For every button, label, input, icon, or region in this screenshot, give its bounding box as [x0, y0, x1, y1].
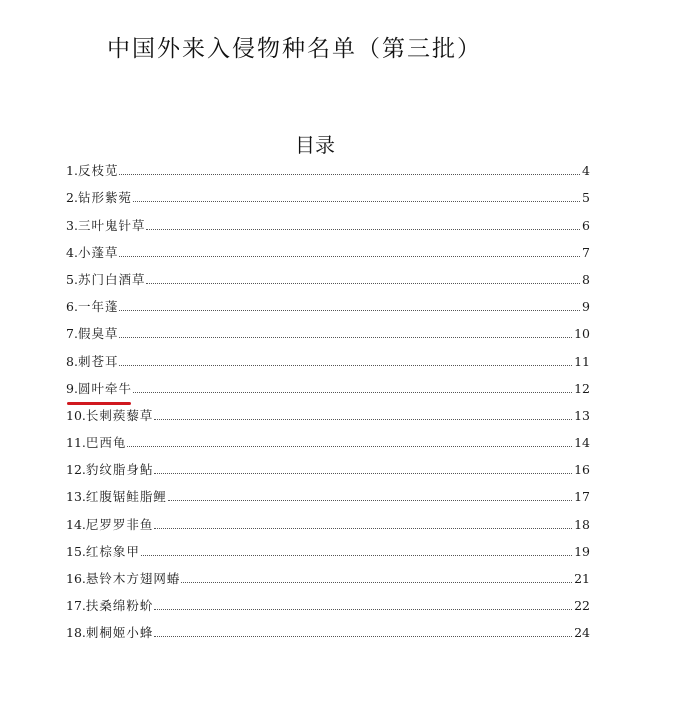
dot-leader [133, 201, 580, 202]
toc-entry-5[interactable] [66, 266, 590, 293]
dot-leader [119, 256, 580, 257]
toc-entry-page: 12 [574, 380, 590, 396]
toc-entry-number: 2. [66, 190, 78, 206]
dot-leader [127, 446, 572, 447]
toc-entry-8[interactable] [66, 347, 590, 374]
toc-entry-name: 小蓬草 [77, 244, 119, 260]
toc-entry-number: 16. [66, 571, 86, 586]
toc-entry-name: 圆叶牵牛 [77, 380, 132, 396]
toc-entry-15[interactable] [66, 538, 590, 565]
toc-entry-page: 22 [574, 598, 590, 614]
table-of-contents [66, 157, 590, 646]
toc-entry-name: 刺桐姬小蜂 [85, 625, 154, 641]
toc-entry-number: 5. [66, 271, 78, 287]
dot-leader [119, 365, 572, 366]
toc-entry-page: 7 [582, 244, 590, 260]
toc-entry-page: 19 [574, 543, 590, 559]
toc-entry-page: 9 [582, 299, 590, 315]
toc-entry-number: 8. [66, 353, 78, 369]
dot-leader [154, 419, 572, 420]
toc-entry-name: 刺苍耳 [77, 353, 119, 369]
toc-entry-page: 6 [582, 217, 590, 233]
toc-entry-14[interactable] [66, 510, 590, 537]
toc-entry-number: 6. [66, 299, 78, 315]
toc-entry-number: 7. [66, 326, 78, 342]
toc-entry-name: 红棕象甲 [85, 543, 140, 559]
dot-leader [154, 636, 572, 637]
toc-entry-page: 17 [574, 489, 590, 505]
dot-leader [146, 229, 580, 230]
toc-entry-1[interactable] [66, 157, 590, 184]
toc-entry-number: 4. [66, 244, 78, 260]
toc-entry-number: 17. [66, 598, 86, 614]
toc-entry-name: 扶桑绵粉蚧 [85, 598, 154, 614]
toc-entry-page: 16 [574, 462, 590, 478]
toc-entry-name: 三叶鬼针草 [77, 217, 146, 233]
toc-entry-page: 4 [582, 163, 590, 179]
toc-entry-3[interactable] [66, 211, 590, 238]
toc-entry-2[interactable] [66, 184, 590, 211]
toc-entry-number: 9. [66, 380, 78, 396]
toc-entry-9[interactable] [66, 375, 590, 402]
toc-entry-page: 11 [574, 353, 590, 369]
toc-entry-number: 12. [66, 462, 86, 478]
toc-entry-number: 3. [66, 217, 78, 233]
toc-entry-16[interactable] [66, 565, 590, 592]
toc-entry-page: 10 [574, 326, 590, 342]
toc-entry-10[interactable] [66, 402, 590, 429]
toc-entry-page: 13 [574, 407, 590, 423]
toc-entry-name: 钻形紫菀 [77, 190, 132, 206]
dot-leader [154, 528, 572, 529]
toc-entry-name: 悬铃木方翅网蝽 [85, 571, 181, 586]
toc-entry-number: 10. [66, 407, 86, 423]
toc-heading: 目录 [295, 133, 335, 157]
toc-entry-number: 13. [66, 489, 86, 505]
dot-leader [133, 392, 572, 393]
toc-entry-page: 24 [574, 625, 590, 641]
toc-entry-12[interactable] [66, 456, 590, 483]
toc-entry-number: 15. [66, 543, 86, 559]
toc-entry-7[interactable] [66, 320, 590, 347]
toc-entry-13[interactable] [66, 483, 590, 510]
toc-entry-page: 14 [574, 435, 590, 451]
dot-leader [154, 473, 572, 474]
document-title: 中国外来入侵物种名单（第三批） [107, 36, 482, 62]
toc-entry-number: 11. [66, 435, 86, 451]
toc-entry-6[interactable] [66, 293, 590, 320]
toc-entry-name: 豹纹脂身鲇 [85, 462, 154, 478]
toc-entry-number: 1. [66, 163, 78, 179]
dot-leader [141, 555, 572, 556]
dot-leader [146, 283, 580, 284]
toc-entry-18[interactable] [66, 619, 590, 646]
toc-entry-page: 5 [582, 190, 590, 206]
toc-entry-page: 8 [582, 271, 590, 287]
toc-entry-name: 一年蓬 [77, 299, 119, 315]
toc-entry-number: 14. [66, 516, 86, 532]
toc-entry-name: 苏门白酒草 [77, 271, 146, 287]
toc-entry-4[interactable] [66, 239, 590, 266]
dot-leader [168, 500, 572, 501]
toc-entry-11[interactable] [66, 429, 590, 456]
toc-entry-name: 红腹锯鲑脂鲤 [85, 489, 167, 505]
toc-entry-page: 18 [574, 516, 590, 532]
toc-entry-number: 18. [66, 625, 86, 641]
toc-entry-name: 巴西龟 [85, 435, 127, 451]
dot-leader [119, 310, 580, 311]
dot-leader [119, 337, 572, 338]
dot-leader [119, 174, 580, 175]
toc-entry-page: 21 [574, 571, 590, 586]
toc-entry-name: 尼罗罗非鱼 [85, 516, 154, 532]
toc-entry-name: 长刺蒺藜草 [85, 407, 154, 423]
toc-entry-17[interactable] [66, 592, 590, 619]
toc-entry-name: 假臭草 [77, 326, 119, 342]
toc-entry-name: 反枝苋 [77, 163, 119, 179]
dot-leader [154, 609, 572, 610]
dot-leader [181, 582, 572, 583]
